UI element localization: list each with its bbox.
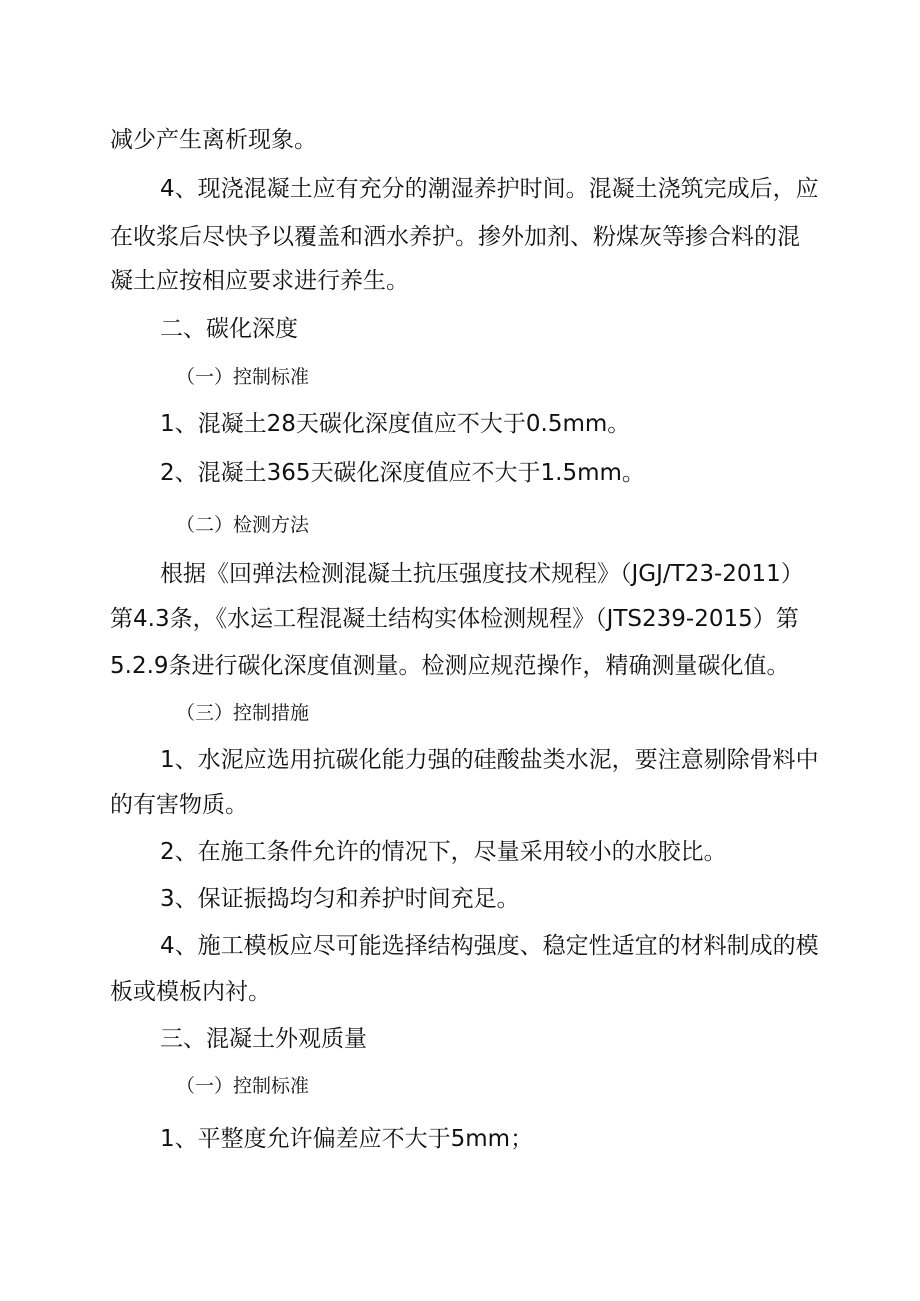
text-line: 2、在施工条件允许的情况下，尽量采用较小的水胶比。 [160,839,727,865]
text-line: 根据《回弹法检测混凝土抗压强度技术规程》（JGJ/T23-2011） [160,561,804,587]
subsection-heading: （一）控制标准 [176,1075,310,1097]
subsection-heading: （二）检测方法 [176,514,310,536]
subsection-heading: （一）控制标准 [176,366,310,388]
text-line: 在收浆后尽快予以覆盖和洒水养护。掺外加剂、粉煤灰等掺合料的混 [110,224,800,250]
text-line: 2、混凝土365天碳化深度值应不大于1.5mm。 [160,460,645,486]
section-heading: 二、碳化深度 [160,316,298,342]
subsection-heading: （三）控制措施 [176,702,310,724]
section-heading: 三、混凝土外观质量 [160,1026,367,1052]
text-line: 凝土应按相应要求进行养生。 [110,268,409,294]
text-line: 1、水泥应选用抗碳化能力强的硅酸盐类水泥，要注意剔除骨料中 [160,747,819,773]
text-line: 1、平整度允许偏差应不大于5mm； [160,1126,534,1152]
text-line: 5.2.9条进行碳化深度值测量。检测应规范操作，精确测量碳化值。 [110,653,790,679]
text-line: 板或模板内衬。 [110,979,271,1005]
text-line: 3、保证振捣均匀和养护时间充足。 [160,886,520,912]
text-line: 第4.3条，《水运工程混凝土结构实体检测规程》（JTS239-2015）第 [110,606,799,632]
text-line: 4、施工模板应尽可能选择结构强度、稳定性适宜的材料制成的模 [160,933,819,959]
text-line: 4、现浇混凝土应有充分的潮湿养护时间。混凝土浇筑完成后，应 [160,176,819,202]
text-line: 的有害物质。 [110,792,248,818]
text-line: 减少产生离析现象。 [110,127,317,153]
text-line: 1、混凝土28天碳化深度值应不大于0.5mm。 [160,411,631,437]
